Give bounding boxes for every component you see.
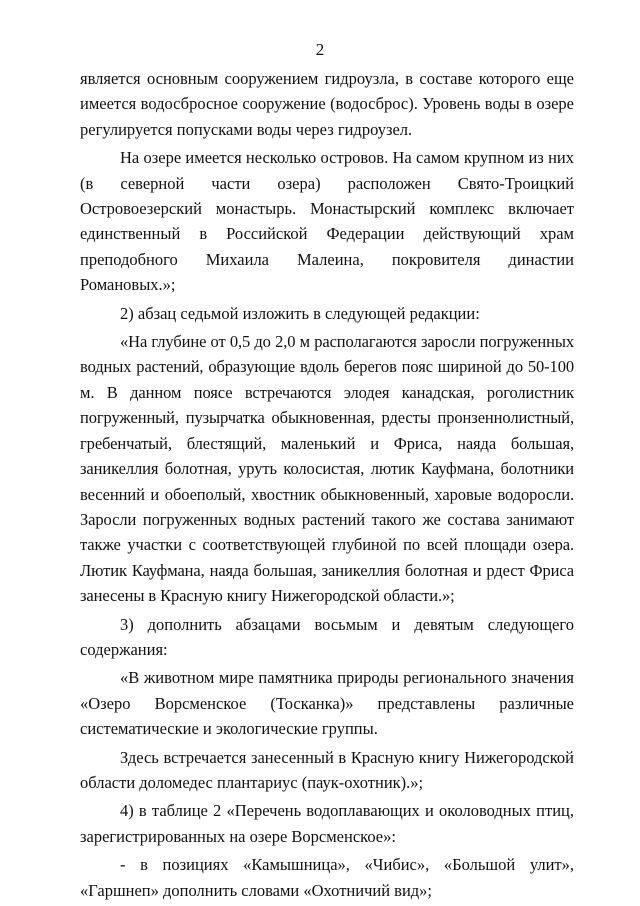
paragraph-6: «В животном мире памятника природы регионального значения «Озеро Ворсменское (Тосканка)» представлены различные систематические и экологические группы.	[80, 668, 574, 739]
document-body	[80, 66, 574, 906]
paragraph-2: На озере имеется несколько островов. На самом крупном из них (в северной части озера) расположен Свято-Троицкий Островоезерский монастырь. Монастырский комплекс включает единственный в Российской Федерации действующий храм преподобного Михаила Малеина, покровителя династии Романовых.»;	[80, 148, 574, 295]
paragraph-4: «На глубине от 0,5 до 2,0 м располагаются заросли погруженных водных растений, образующие вдоль берегов пояс шириной до 50-100 м. В данном поясе встречаются элодея канадская, роголистник погруженный, пузырчатка обыкновенная, рдесты пронзеннолистный, гребенчатый, блестящий, маленький и Фриса, наяда большая, заникеллия болотная, уруть колосистая, лютик Кауфмана, болотники весенний и обоеполый, хвостник обыкновенный, харовые водоросли. Заросли погруженных водных растений такого же состава занимают также участки с соответствующей глубиной по всей площади озера. Лютик Кауфмана, наяда большая, заникеллия болотная и рдест Фриса занесены в Красную книгу Нижегородской области.»;	[80, 332, 574, 606]
paragraph-5: 3) дополнить абзацами восьмым и девятым следующего содержания:	[80, 614, 574, 659]
paragraph-7: Здесь встречается занесенный в Красную книгу Нижегородской области доломедес плантариус (паук-охотник).»;	[80, 747, 574, 792]
paragraph-9: - в позициях «Камышница», «Чибис», «Большой улит», «Гаршнеп» дополнить словами «Охотничий вид»;	[80, 855, 574, 900]
paragraph-3: 2) абзац седьмой изложить в следующей редакции:	[120, 303, 480, 323]
page-number: 2	[315, 40, 325, 59]
paragraph-8: 4) в таблице 2 «Перечень водоплавающих и околоводных птиц, зарегистрированных на озере Ворсменское»:	[80, 801, 574, 846]
paragraph-1: является основным сооружением гидроузла, в составе которого еще имеется водосбросное сооружение (водосброс). Уровень воды в озере регулируется попусками воды через гидроузел.	[80, 69, 574, 139]
